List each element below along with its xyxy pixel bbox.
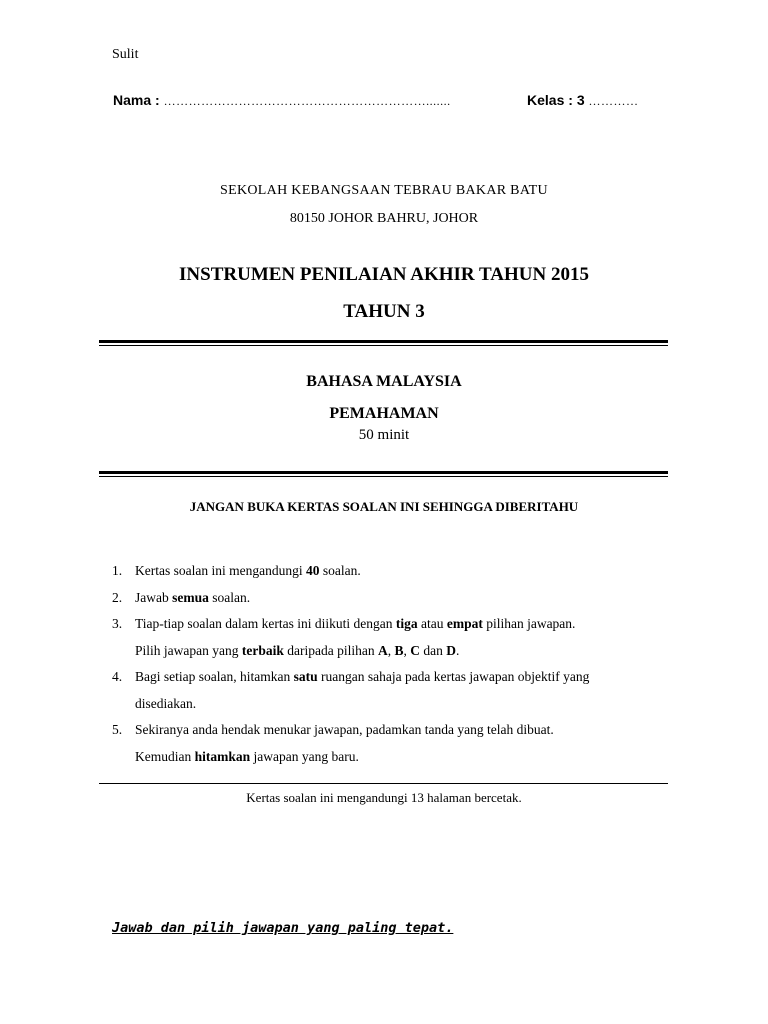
instruction-text bbox=[135, 744, 672, 771]
instruction-number: 4. bbox=[112, 669, 123, 684]
instruction-line bbox=[112, 717, 672, 744]
exam-title: INSTRUMEN PENILAIAN AKHIR TAHUN 2015 bbox=[179, 264, 589, 285]
instruction-number: 1. bbox=[112, 563, 123, 578]
instruction-segment: disediakan. bbox=[135, 695, 197, 711]
divider-thin bbox=[99, 345, 668, 346]
instruction-text bbox=[135, 558, 672, 585]
class-field bbox=[527, 92, 639, 109]
emphasis-text: C bbox=[410, 642, 420, 658]
instruction-line bbox=[112, 585, 672, 612]
instruction-segment: Kemudian bbox=[135, 748, 195, 764]
instruction-segment: atau bbox=[417, 616, 447, 631]
instruction-segment: Sekiranya anda hendak menukar jawapan, padamkan tanda yang telah dibuat. bbox=[135, 722, 554, 737]
instruction-segment: soalan. bbox=[319, 563, 361, 578]
instruction-number: 5. bbox=[112, 722, 123, 737]
instruction-segment: Tiap-tiap soalan dalam kertas ini diikuti dengan bbox=[135, 616, 396, 631]
emphasis-text: tiga bbox=[395, 616, 418, 631]
instruction-line bbox=[112, 558, 672, 585]
instruction-list bbox=[112, 558, 672, 770]
instruction-segment: pilihan jawapan. bbox=[482, 616, 576, 631]
name-blank: ………………………………………………………....... bbox=[163, 94, 451, 108]
instruction-number bbox=[112, 691, 135, 718]
instruction-text bbox=[135, 717, 672, 744]
page-count-note: Kertas soalan ini mengandungi 13 halaman bercetak. bbox=[246, 790, 522, 805]
instruction-text bbox=[135, 691, 672, 718]
school-name: SEKOLAH KEBANGSAAN TEBRAU BAKAR BATU bbox=[220, 183, 548, 198]
exam-year-level: TAHUN 3 bbox=[343, 301, 425, 322]
section-instruction: Jawab dan pilih jawapan yang paling tepat. bbox=[112, 920, 454, 936]
class-blank: ………… bbox=[588, 94, 639, 108]
emphasis-text: D bbox=[446, 642, 456, 658]
instruction-text bbox=[135, 664, 672, 691]
instruction-segment: jawapan yang baru. bbox=[250, 748, 359, 764]
instruction-segment: Bagi setiap soalan, hitamkan bbox=[135, 669, 294, 684]
instruction-segment: , bbox=[387, 642, 395, 658]
emphasis-text: satu bbox=[293, 669, 318, 684]
classification-label: Sulit bbox=[112, 47, 139, 62]
paper-name: PEMAHAMAN bbox=[329, 405, 439, 422]
instruction-number bbox=[112, 744, 135, 771]
divider-thin bbox=[99, 783, 668, 784]
instruction-segment: , bbox=[403, 642, 411, 658]
instruction-segment: Kertas soalan ini mengandungi bbox=[135, 563, 306, 578]
instruction-number: 2. bbox=[112, 589, 123, 605]
instruction-segment: ruangan sahaja pada kertas jawapan objektif yang bbox=[317, 669, 590, 684]
paper-duration: 50 minit bbox=[358, 427, 410, 443]
emphasis-text: terbaik bbox=[241, 642, 284, 658]
instruction-text bbox=[135, 585, 672, 612]
instruction-number: 3. bbox=[112, 616, 123, 631]
instruction-line bbox=[112, 664, 672, 691]
divider-thick bbox=[99, 340, 668, 343]
emphasis-text: semua bbox=[172, 589, 209, 605]
school-address: 80150 JOHOR BAHRU, JOHOR bbox=[289, 211, 479, 226]
class-value: 3 bbox=[576, 92, 585, 108]
instruction-segment: daripada pilihan bbox=[283, 642, 378, 658]
instruction-line bbox=[112, 744, 672, 771]
divider-thick bbox=[99, 471, 668, 474]
instruction-segment: Pilih jawapan yang bbox=[135, 642, 242, 658]
emphasis-text: 40 bbox=[305, 563, 320, 578]
emphasis-text: B bbox=[394, 642, 404, 658]
instruction-segment: soalan. bbox=[208, 589, 251, 605]
instruction-number bbox=[112, 638, 135, 665]
instruction-segment: Jawab bbox=[135, 589, 173, 605]
emphasis-text: hitamkan bbox=[194, 748, 251, 764]
subject-name: BAHASA MALAYSIA bbox=[306, 373, 462, 390]
instruction-line bbox=[112, 611, 672, 638]
instruction-line bbox=[112, 638, 672, 665]
instruction-segment: dan bbox=[419, 642, 447, 658]
instruction-line bbox=[112, 691, 672, 718]
divider-thin bbox=[99, 476, 668, 477]
do-not-open-warning: JANGAN BUKA KERTAS SOALAN INI SEHINGGA DIBERITAHU bbox=[189, 499, 579, 514]
instruction-segment: . bbox=[455, 642, 460, 658]
instruction-text bbox=[135, 611, 672, 638]
emphasis-text: A bbox=[377, 642, 388, 658]
class-label: Kelas : bbox=[527, 92, 573, 108]
emphasis-text: empat bbox=[446, 616, 483, 631]
name-label: Nama : bbox=[113, 92, 160, 108]
name-field bbox=[113, 92, 451, 109]
instruction-text bbox=[135, 638, 672, 665]
